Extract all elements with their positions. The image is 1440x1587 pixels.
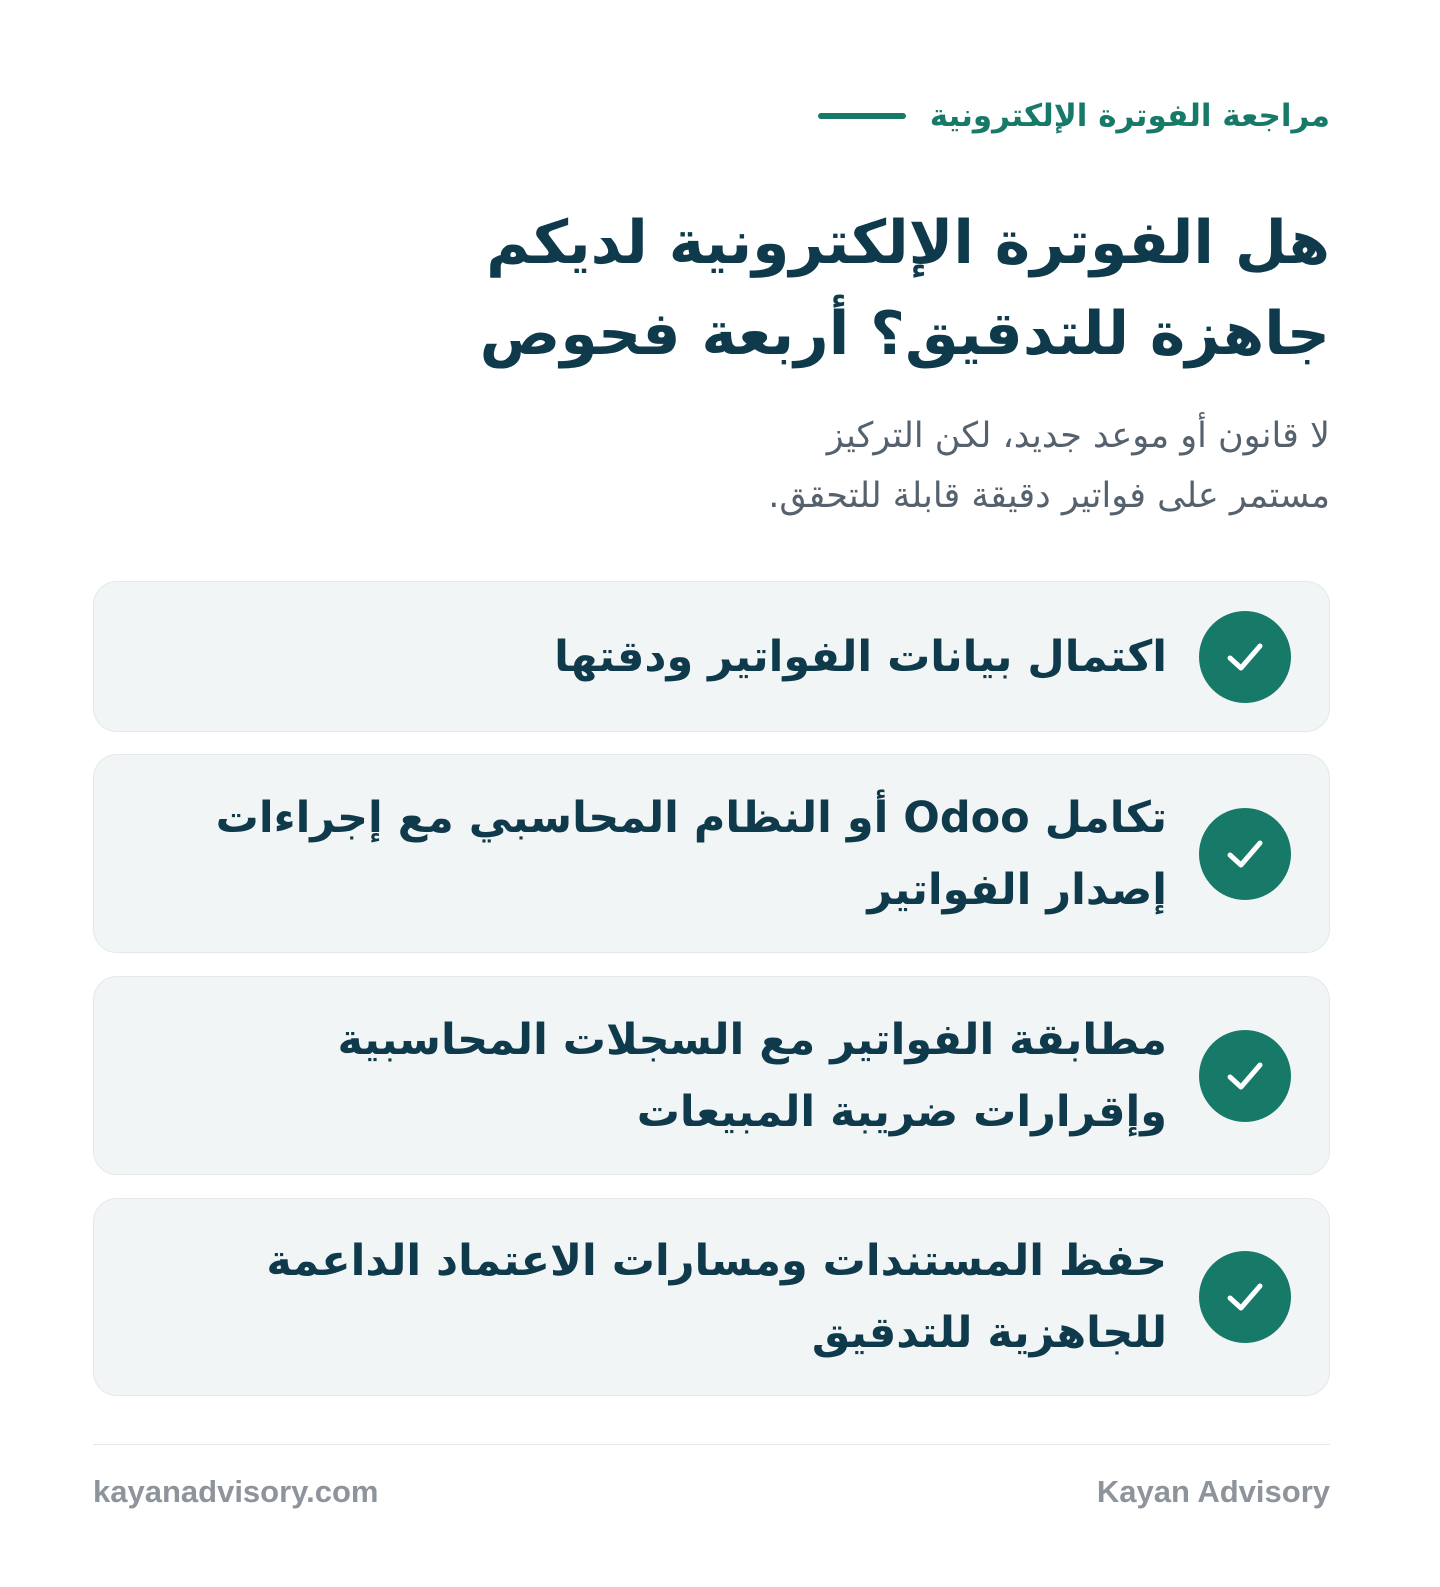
checklist-item bbox=[93, 581, 1330, 732]
checklist-item bbox=[93, 976, 1330, 1175]
check-icon bbox=[1199, 611, 1291, 703]
page-subtitle bbox=[610, 406, 1330, 526]
subtitle-line-2: مستمر على فواتير دقيقة قابلة للتحقق. bbox=[768, 476, 1330, 516]
checklist-item-text: حفظ المستندات ومسارات الاعتماد الداعمة للجاهزية للتدقيق bbox=[266, 1236, 1167, 1358]
checklist-item-text: تكامل Odoo أو النظام المحاسبي مع إجراءات إصدار الفواتير bbox=[215, 792, 1167, 915]
footer-divider bbox=[93, 1444, 1330, 1445]
checklist-item-text: اكتمال بيانات الفواتير ودقتها bbox=[554, 631, 1167, 682]
eyebrow bbox=[818, 98, 1330, 134]
footer-brand: Kayan Advisory bbox=[1096, 1474, 1330, 1509]
page-title bbox=[330, 198, 1330, 380]
eyebrow-label: مراجعة الفوترة الإلكترونية bbox=[929, 98, 1330, 134]
checklist-item-text: مطابقة الفواتير مع السجلات المحاسبية وإقرارات ضريبة المبيعات bbox=[337, 1014, 1167, 1137]
footer-website: kayanadvisory.com bbox=[93, 1474, 379, 1509]
subtitle-line-1: لا قانون أو موعد جديد، لكن التركيز bbox=[826, 416, 1330, 456]
title-line-2: جاهزة للتدقيق؟ أربعة فحوص bbox=[479, 299, 1330, 369]
check-icon bbox=[1199, 1251, 1291, 1343]
checklist-item bbox=[93, 1198, 1330, 1396]
title-line-1: هل الفوترة الإلكترونية لديكم bbox=[486, 208, 1330, 278]
check-icon bbox=[1199, 1030, 1291, 1122]
checklist-item bbox=[93, 754, 1330, 953]
eyebrow-accent-line bbox=[818, 113, 906, 119]
check-icon bbox=[1199, 808, 1291, 900]
